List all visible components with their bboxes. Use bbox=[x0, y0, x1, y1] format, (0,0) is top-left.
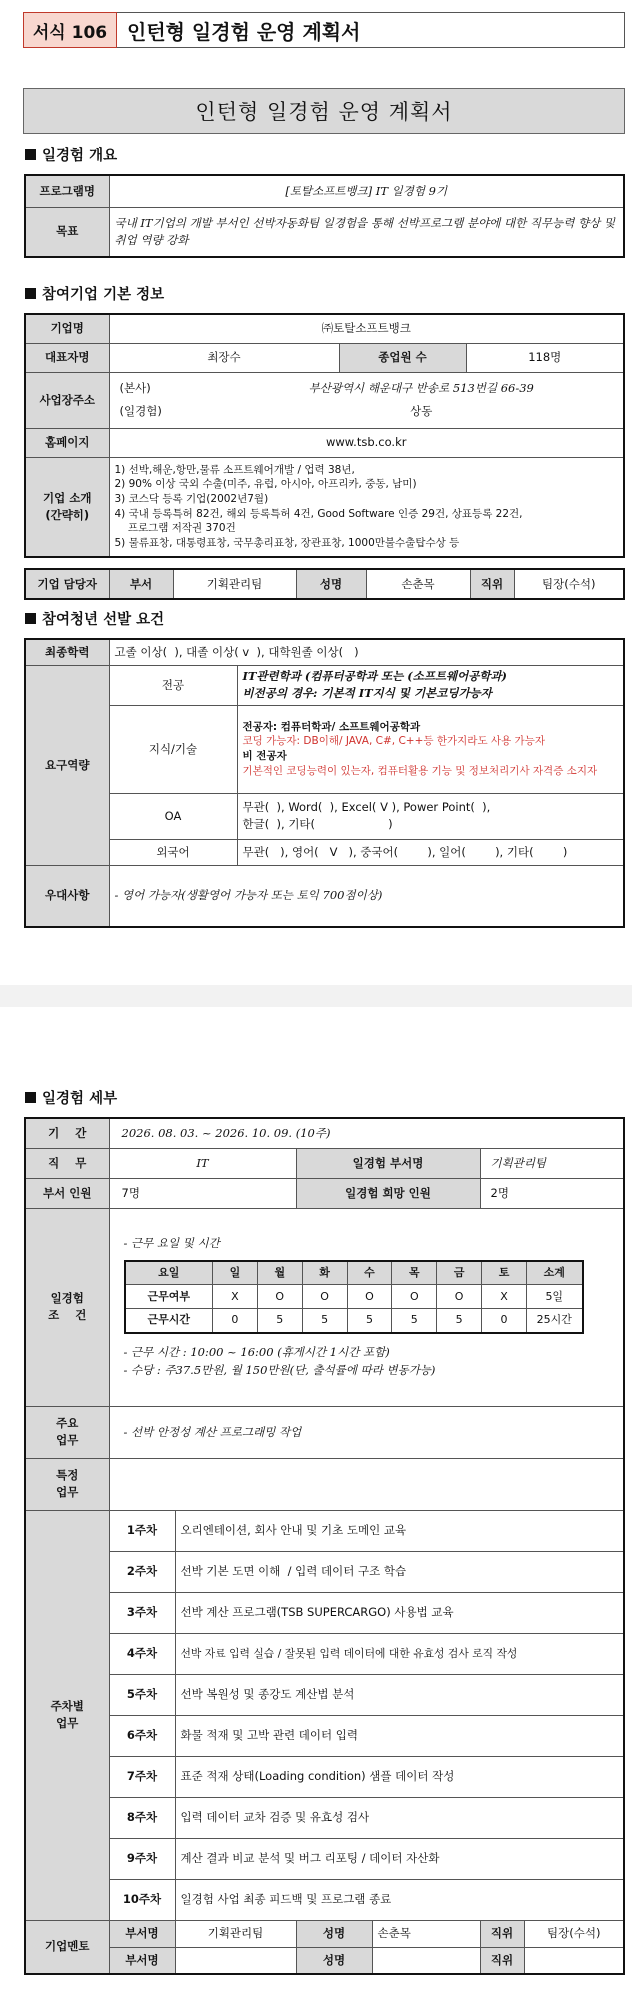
skill-line: 전공자: 컴퓨터학과/ 소프트웨어공학과 bbox=[242, 720, 421, 733]
week-label: 6주차 bbox=[109, 1715, 175, 1756]
contact-pos-label: 직위 bbox=[470, 569, 514, 599]
schedule-cell: 5일 bbox=[527, 1285, 583, 1309]
section-heading-text: 일경험 세부 bbox=[42, 1090, 118, 1107]
condition-label-line: 조 건 bbox=[48, 1308, 87, 1322]
address-work-value: 상동 bbox=[410, 404, 433, 418]
details-table bbox=[24, 1117, 625, 1975]
oa-line: 한글( ), 기타( ) bbox=[242, 817, 393, 831]
mentor-label: 기업멘토 bbox=[25, 1920, 109, 1974]
intro-label bbox=[25, 457, 109, 557]
major-line: IT관련학과 (컴퓨터공학과 또는 (소프트웨어공학과) bbox=[242, 669, 507, 684]
address-hq-value: 부산광역시 해운대구 반송로 513번길 66-39 bbox=[308, 381, 534, 396]
mentor-dept-value: 기획관리팀 bbox=[175, 1920, 296, 1947]
schedule-header-cell: 일 bbox=[213, 1261, 258, 1285]
mentor-pos-value: 팀장(수석) bbox=[524, 1920, 624, 1947]
skill-label: 지식/기술 bbox=[109, 705, 237, 793]
contact-name-label: 성명 bbox=[296, 569, 366, 599]
address-hq-row bbox=[120, 380, 614, 397]
mentor-pos-label: 직위 bbox=[480, 1920, 524, 1947]
schedule-cell: 25시간 bbox=[527, 1309, 583, 1333]
preference-label: 우대사항 bbox=[25, 865, 109, 927]
mentor2-dept-value bbox=[175, 1947, 296, 1974]
mentor2-pos-value bbox=[524, 1947, 624, 1974]
section-heading-text: 참여기업 기본 정보 bbox=[42, 286, 165, 303]
week-task: 계산 결과 비교 분석 및 버그 리포팅 / 데이터 자산화 bbox=[175, 1838, 624, 1879]
main-duty-value: - 선박 안정성 계산 프로그래밍 작업 bbox=[109, 1406, 624, 1458]
employees-label: 종업원 수 bbox=[339, 343, 466, 372]
contact-dept-value: 기획관리팀 bbox=[173, 569, 296, 599]
week-task: 표준 적재 상태(Loading condition) 샘플 데이터 작성 bbox=[175, 1756, 624, 1797]
schedule-cell: O bbox=[347, 1285, 392, 1309]
schedule-cell: 5 bbox=[257, 1309, 302, 1333]
intro-label-line: (간략히) bbox=[45, 507, 90, 522]
major-label: 전공 bbox=[109, 665, 237, 705]
overview-table bbox=[24, 174, 625, 258]
dept-name-label: 일경험 부서명 bbox=[296, 1148, 480, 1178]
ceo-label: 대표자명 bbox=[25, 343, 109, 372]
special-duty-label-line: 특정 bbox=[56, 1468, 79, 1483]
skill-value bbox=[237, 705, 624, 793]
mentor-dept-label: 부서명 bbox=[109, 1920, 175, 1947]
competency-label: 요구역량 bbox=[25, 665, 109, 865]
schedule-cell: O bbox=[392, 1285, 437, 1309]
week-label: 8주차 bbox=[109, 1797, 175, 1838]
dept-staff-label: 부서 인원 bbox=[25, 1178, 109, 1208]
goal-value: 국내 IT기업의 개발 부서인 선박자동화팀 일경험을 통해 선박프로그램 분야에 대한 직무능력 향상 및 취업 역량 강화 bbox=[109, 207, 624, 257]
condition-value bbox=[109, 1208, 624, 1406]
square-bullet-icon bbox=[25, 613, 36, 624]
intro-line: 1) 선박,해운,항만,물류 소프트웨어개발 / 업력 38년, bbox=[114, 463, 355, 476]
period-value: 2026. 08. 03. ~ 2026. 10. 09. (10주) bbox=[109, 1118, 624, 1148]
company-table bbox=[24, 313, 625, 558]
condition-label bbox=[25, 1208, 109, 1406]
week-task: 선박 계산 프로그램(TSB SUPERCARGO) 사용법 교육 bbox=[175, 1592, 624, 1633]
weekly-duty-label-line: 주차별 bbox=[50, 1699, 84, 1714]
week-label: 2주차 bbox=[109, 1551, 175, 1592]
company-name-label: 기업명 bbox=[25, 314, 109, 343]
week-task: 선박 기본 도면 이해 / 입력 데이터 구조 학습 bbox=[175, 1551, 624, 1592]
duty-value: IT bbox=[109, 1148, 296, 1178]
intro-line: 2) 90% 이상 국외 수출(미주, 유럽, 아시아, 아프리카, 중동, 남미) bbox=[114, 478, 417, 491]
schedule-header-cell: 월 bbox=[257, 1261, 302, 1285]
goal-label: 목표 bbox=[25, 207, 109, 257]
schedule-cell: 0 bbox=[213, 1309, 258, 1333]
week-task: 선박 자료 입력 실습 / 잘못된 입력 데이터에 대한 유효성 검사 로직 작성 bbox=[175, 1633, 624, 1674]
condition-heading: - 근무 요일 및 시간 bbox=[123, 1235, 220, 1250]
mentor2-dept-label: 부서명 bbox=[109, 1947, 175, 1974]
section-heading-text: 일경험 개요 bbox=[42, 147, 118, 164]
week-label: 1주차 bbox=[109, 1510, 175, 1551]
special-duty-label bbox=[25, 1458, 109, 1510]
week-task: 선박 복원성 및 종강도 계산법 분석 bbox=[175, 1674, 624, 1715]
contact-table bbox=[24, 568, 625, 600]
form-title: 인턴형 일경험 운영 계획서 bbox=[117, 12, 625, 48]
week-task: 일경험 사업 최종 피드백 및 프로그램 종료 bbox=[175, 1879, 624, 1920]
week-label: 10주차 bbox=[109, 1879, 175, 1920]
requirements-table bbox=[24, 638, 625, 928]
section-heading-text: 참여청년 선발 요건 bbox=[42, 611, 165, 628]
dept-name-value: 기획관리팀 bbox=[480, 1148, 624, 1178]
condition-time: - 근무 시간 : 10:00 ~ 16:00 (휴게시간 1시간 포함) bbox=[123, 1344, 390, 1359]
schedule-cell: 근무시간 bbox=[125, 1309, 213, 1333]
intro-label-line: 기업 소개 bbox=[43, 491, 92, 506]
page-break bbox=[0, 985, 632, 1007]
major-line: 비전공의 경우: 기본적 IT지식 및 기본코딩가능자 bbox=[242, 686, 492, 700]
period-label: 기 간 bbox=[25, 1118, 109, 1148]
address-label: 사업장주소 bbox=[25, 372, 109, 428]
oa-value bbox=[237, 793, 624, 839]
homepage-label: 홈페이지 bbox=[25, 428, 109, 457]
weekly-duty-label bbox=[25, 1510, 109, 1920]
schedule-cell: O bbox=[302, 1285, 347, 1309]
education-label: 최종학력 bbox=[25, 639, 109, 665]
schedule-cell: X bbox=[482, 1285, 527, 1309]
schedule-header-cell: 목 bbox=[392, 1261, 437, 1285]
ceo-value: 최장수 bbox=[109, 343, 339, 372]
contact-dept-label: 부서 bbox=[109, 569, 173, 599]
mentor2-name-label: 성명 bbox=[296, 1947, 372, 1974]
special-duty-label-line: 업무 bbox=[56, 1485, 79, 1499]
schedule-header-cell: 소계 bbox=[527, 1261, 583, 1285]
condition-label-line: 일경험 bbox=[50, 1291, 84, 1306]
intro-line: 프로그램 저작권 370건 bbox=[114, 522, 236, 535]
mentor-name-value: 손춘목 bbox=[372, 1920, 480, 1947]
major-value bbox=[237, 665, 624, 705]
employees-value: 118명 bbox=[466, 343, 624, 372]
square-bullet-icon bbox=[25, 288, 36, 299]
special-duty-value bbox=[109, 1458, 624, 1510]
schedule-cell: 5 bbox=[392, 1309, 437, 1333]
schedule-table bbox=[124, 1260, 584, 1334]
schedule-cell: 5 bbox=[437, 1309, 482, 1333]
intro-line: 3) 코스닥 등록 기업(2002년7월) bbox=[114, 493, 269, 506]
main-duty-label-line: 주요 bbox=[56, 1416, 79, 1431]
schedule-row bbox=[125, 1285, 583, 1309]
week-label: 5주차 bbox=[109, 1674, 175, 1715]
program-name-label: 프로그램명 bbox=[25, 175, 109, 207]
main-duty-label-line: 업무 bbox=[56, 1433, 79, 1447]
dept-staff-value: 7명 bbox=[109, 1178, 296, 1208]
square-bullet-icon bbox=[25, 149, 36, 160]
schedule-cell: O bbox=[437, 1285, 482, 1309]
schedule-cell: 5 bbox=[347, 1309, 392, 1333]
weekly-duty-label-line: 업무 bbox=[56, 1716, 79, 1730]
hope-value: 2명 bbox=[480, 1178, 624, 1208]
address-hq-label: (본사) bbox=[119, 381, 151, 396]
schedule-header-cell: 금 bbox=[437, 1261, 482, 1285]
form-number-badge: 서식 106 bbox=[23, 12, 117, 48]
skill-line: 비 전공자 bbox=[242, 750, 287, 762]
education-value: 고졸 이상( ), 대졸 이상( v ), 대학원졸 이상( ) bbox=[109, 639, 624, 665]
contact-pos-value: 팀장(수석) bbox=[514, 569, 624, 599]
schedule-cell: 근무여부 bbox=[125, 1285, 213, 1309]
schedule-cell: X bbox=[213, 1285, 258, 1309]
language-value: 무관( ), 영어( V ), 중국어( ), 일어( ), 기타( ) bbox=[237, 839, 624, 865]
schedule-header-cell: 화 bbox=[302, 1261, 347, 1285]
schedule-row bbox=[125, 1309, 583, 1333]
mentor2-name-value bbox=[372, 1947, 480, 1974]
section-heading-overview bbox=[25, 144, 117, 165]
language-label: 외국어 bbox=[109, 839, 237, 865]
address-work-row bbox=[120, 403, 614, 420]
intro-value bbox=[109, 457, 624, 557]
mentor2-pos-label: 직위 bbox=[480, 1947, 524, 1974]
contact-name-value: 손춘목 bbox=[366, 569, 470, 599]
week-label: 7주차 bbox=[109, 1756, 175, 1797]
schedule-cell: 0 bbox=[482, 1309, 527, 1333]
schedule-cell: 5 bbox=[302, 1309, 347, 1333]
schedule-header-cell: 요일 bbox=[125, 1261, 213, 1285]
oa-label: OA bbox=[109, 793, 237, 839]
homepage-link[interactable]: www.tsb.co.kr bbox=[109, 428, 624, 457]
hope-label: 일경험 희망 인원 bbox=[296, 1178, 480, 1208]
company-name-value: ㈜토탈소프트뱅크 bbox=[109, 314, 624, 343]
address-work-label: (일경험) bbox=[119, 404, 162, 418]
section-heading-requirements bbox=[25, 608, 164, 629]
skill-line: 기본적인 코딩능력이 있는자, 컴퓨터활용 기능 및 정보처리기사 자격증 소지자 bbox=[242, 764, 598, 777]
preference-value: - 영어 가능자(생활영어 가능자 또는 토익 700점이상) bbox=[109, 865, 624, 927]
program-name-value: [토탈소프트뱅크] IT 일경험 9기 bbox=[109, 175, 624, 207]
schedule-header-cell: 수 bbox=[347, 1261, 392, 1285]
week-label: 4주차 bbox=[109, 1633, 175, 1674]
week-task: 입력 데이터 교차 검증 및 유효성 검사 bbox=[175, 1797, 624, 1838]
main-duty-label bbox=[25, 1406, 109, 1458]
week-label: 9주차 bbox=[109, 1838, 175, 1879]
schedule-header-cell: 토 bbox=[482, 1261, 527, 1285]
week-task: 오리엔테이션, 회사 안내 및 기초 도메인 교육 bbox=[175, 1510, 624, 1551]
condition-pay: - 수당 : 주37.5만원, 월 150만원(단, 출석률에 따라 변동가능) bbox=[123, 1363, 436, 1378]
week-label: 3주차 bbox=[109, 1592, 175, 1633]
mentor-name-label: 성명 bbox=[296, 1920, 372, 1947]
contact-label: 기업 담당자 bbox=[25, 569, 109, 599]
intro-line: 5) 물류표창, 대통령표창, 국무총리표창, 장관표창, 1000만불수출탑수상 등 bbox=[114, 537, 460, 550]
intro-line: 4) 국내 등록특허 82건, 해외 등록특허 4건, Good Software 인증 29건, 상표등록 22건, bbox=[114, 507, 523, 520]
square-bullet-icon bbox=[25, 1092, 36, 1103]
section-heading-details bbox=[25, 1087, 117, 1108]
section-heading-company bbox=[25, 283, 164, 304]
skill-line: 코딩 가능자: DB이해/ JAVA, C#, C++등 한가지라도 사용 가능자 bbox=[242, 735, 545, 748]
schedule-header-row bbox=[125, 1261, 583, 1285]
address-value bbox=[109, 372, 624, 428]
week-task: 화물 적재 및 고박 관련 데이터 입력 bbox=[175, 1715, 624, 1756]
oa-line: 무관( ), Word( ), Excel( V ), Power Point( ), bbox=[242, 800, 491, 815]
duty-label: 직 무 bbox=[25, 1148, 109, 1178]
schedule-cell: O bbox=[257, 1285, 302, 1309]
document-title: 인턴형 일경험 운영 계획서 bbox=[23, 88, 625, 134]
